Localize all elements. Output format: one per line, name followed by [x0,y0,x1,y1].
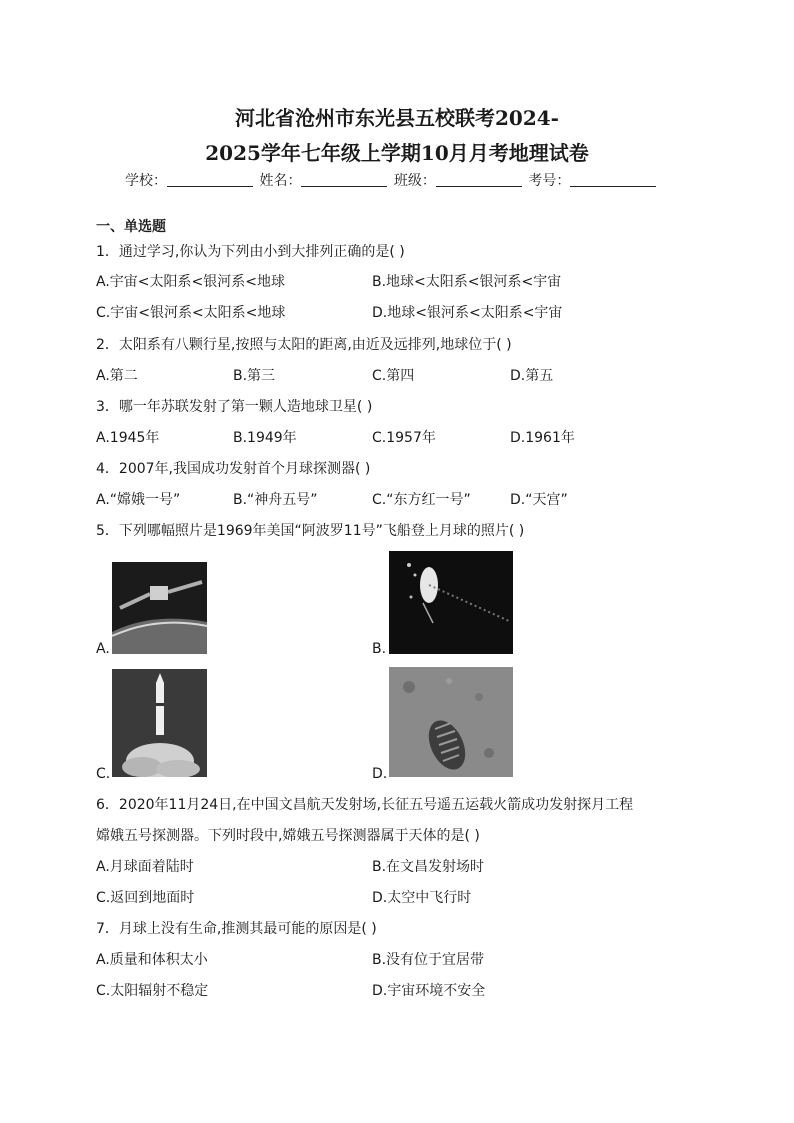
moon-footprint-photo-icon[interactable] [389,667,513,777]
student-info-row [125,170,658,190]
question-6-stem-line1: 6．2020年11月24日,在中国文昌航天发射场,长征五号遥五运载火箭成功发射探月工程 [96,797,634,813]
q4-option-d[interactable]: D.“天宫” [510,492,568,508]
question-3-stem: 3．哪一年苏联发射了第一颗人造地球卫星( ) [96,399,373,415]
question-5-stem: 5．下列哪幅照片是1969年美国“阿波罗11号”飞船登上月球的照片( ) [96,523,525,539]
q7-option-a[interactable]: A.质量和体积太小 [96,952,208,968]
q3-option-a[interactable]: A.1945年 [96,430,160,446]
q7-option-d[interactable]: D.宇宙环境不安全 [372,983,486,999]
q5-option-d[interactable]: D. [372,766,388,782]
school-blank[interactable] [167,172,253,187]
satellite-orbit-photo-icon[interactable] [112,562,207,654]
q4-option-a[interactable]: A.“嫦娥一号” [96,492,181,508]
q4-option-b[interactable]: B.“神舟五号” [233,492,318,508]
exam-number-label: 考号： [528,173,571,189]
question-7-stem: 7．月球上没有生命,推测其最可能的原因是( ) [96,921,377,937]
class-blank[interactable] [436,172,522,187]
question-6-stem-line2: 嫦娥五号探测器。下列时段中,嫦娥五号探测器属于天体的是( ) [96,828,480,844]
q7-option-b[interactable]: B.没有位于宜居带 [372,952,485,968]
q2-option-c[interactable]: C.第四 [372,368,415,384]
q6-option-a[interactable]: A.月球面着陆时 [96,859,194,875]
space-probe-photo-icon[interactable] [389,551,513,654]
name-blank[interactable] [301,172,387,187]
q3-option-c[interactable]: C.1957年 [372,430,436,446]
question-4-stem: 4．2007年,我国成功发射首个月球探测器( ) [96,461,371,477]
q3-option-d[interactable]: D.1961年 [510,430,575,446]
q5-option-b[interactable]: B. [372,641,387,657]
q1-option-d[interactable]: D.地球<银河系<太阳系<宇宙 [372,305,563,321]
exam-number-blank[interactable] [570,172,656,187]
q2-option-a[interactable]: A.第二 [96,368,138,384]
section-title: 一、单选题 [96,219,166,235]
q4-option-c[interactable]: C.“东方红一号” [372,492,471,508]
question-2-stem: 2．太阳系有八颗行星,按照与太阳的距离,由近及远排列,地球位于( ) [96,337,512,353]
rocket-launch-photo-icon[interactable] [112,669,207,777]
q6-option-c[interactable]: C.返回到地面时 [96,890,195,906]
name-label: 姓名： [259,173,302,189]
q1-option-a[interactable]: A.宇宙<太阳系<银河系<地球 [96,274,285,290]
exam-title-line1: 河北省沧州市东光县五校联考2024- [235,106,559,130]
q2-option-b[interactable]: B.第三 [233,368,276,384]
q5-option-c[interactable]: C. [96,766,111,782]
q1-option-c[interactable]: C.宇宙<银河系<太阳系<地球 [96,305,286,321]
question-1-stem: 1．通过学习,你认为下列由小到大排列正确的是( ) [96,244,405,260]
q5-option-a[interactable]: A. [96,641,110,657]
q3-option-b[interactable]: B.1949年 [233,430,297,446]
school-label: 学校： [125,173,167,189]
q1-option-b[interactable]: B.地球<太阳系<银河系<宇宙 [372,274,562,290]
q6-option-b[interactable]: B.在文昌发射场时 [372,859,485,875]
q6-option-d[interactable]: D.太空中飞行时 [372,890,472,906]
exam-title-line2: 2025学年七年级上学期10月月考地理试卷 [205,141,589,165]
q7-option-c[interactable]: C.太阳辐射不稳定 [96,983,209,999]
class-label: 班级： [393,173,436,189]
q2-option-d[interactable]: D.第五 [510,368,554,384]
